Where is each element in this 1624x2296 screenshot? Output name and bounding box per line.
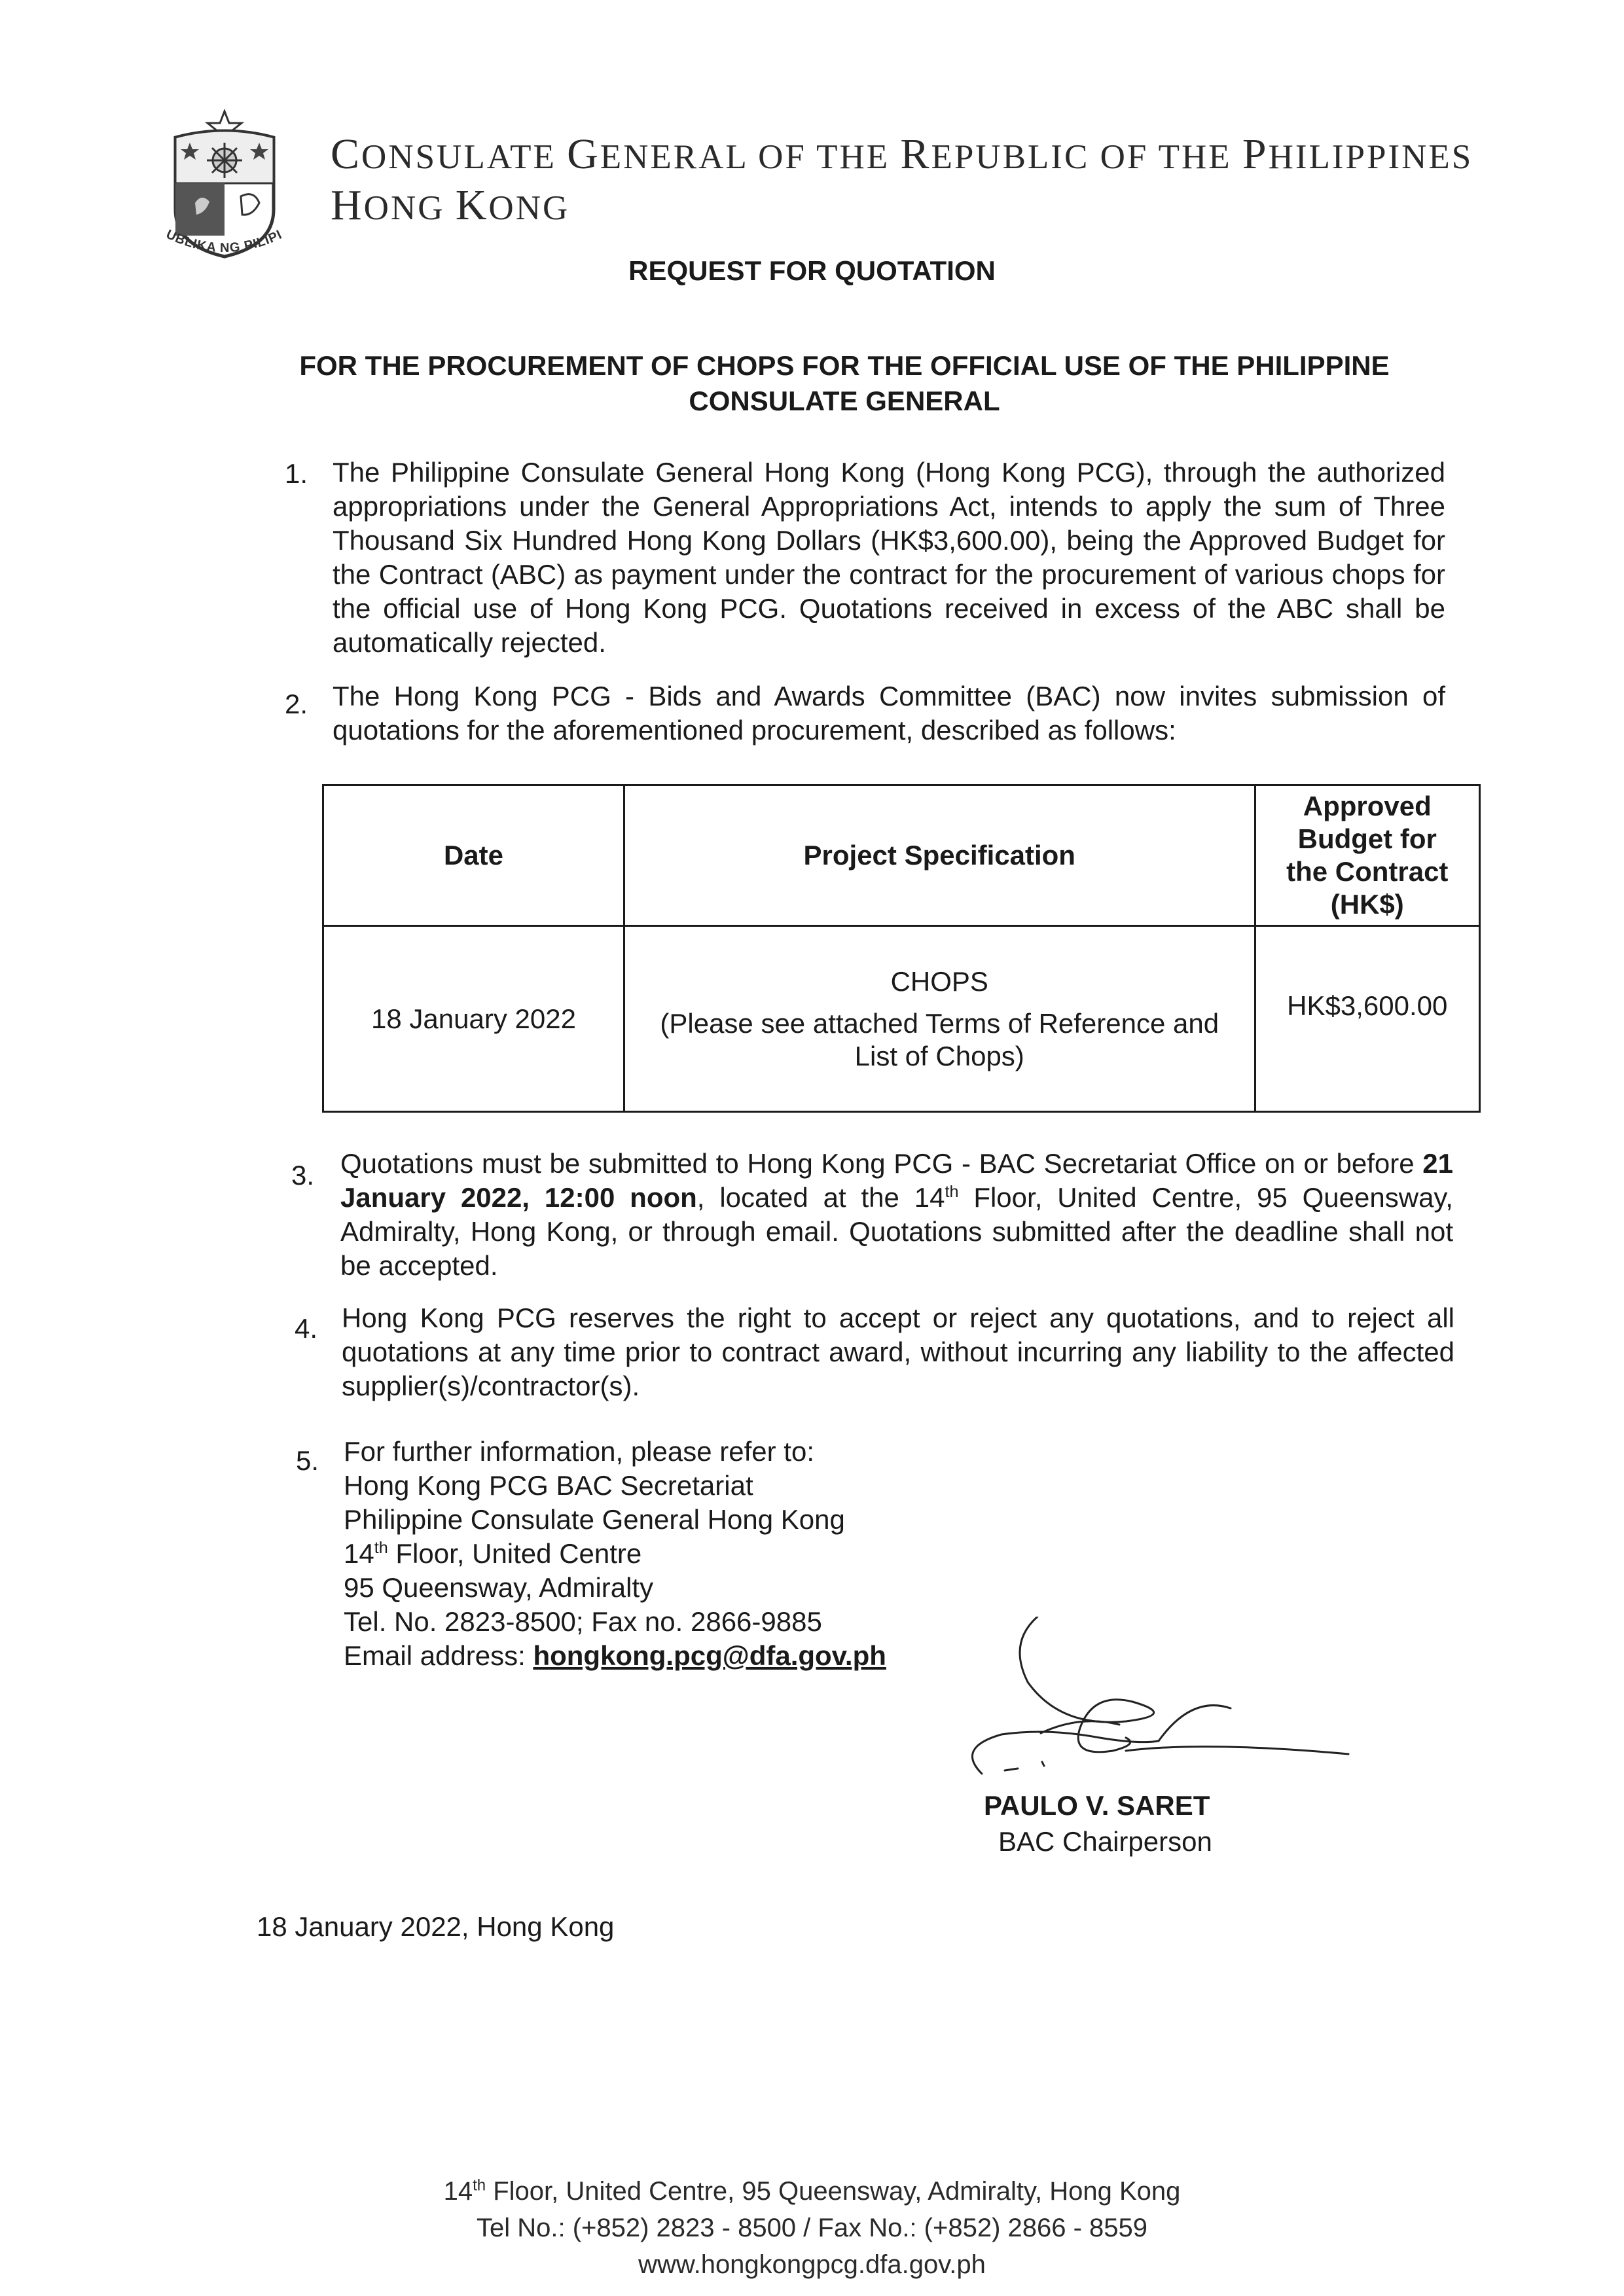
paragraph-number: 1. xyxy=(285,458,308,489)
contact-line: Hong Kong PCG BAC Secretariat xyxy=(344,1470,753,1501)
header-word: GENERAL xyxy=(567,130,748,178)
paragraph-1: The Philippine Consulate General Hong Kong (Hong Kong PCG), through the authorized appropriations under the General Appropriations Act, intends to apply the sum of Three Thousand Six Hundred Hong Kong Dollars (HK$3,600.00), being the Approved Budget for the Contract (ABC) as payment under the contract for the procurement of various chops for the official use of Hong Kong PCG. Quotations received in excess of the ABC shall be automatically rejected. xyxy=(333,457,1445,658)
document-title: REQUEST FOR QUOTATION xyxy=(628,255,996,286)
footer-website[interactable]: www.hongkongpcg.dfa.gov.ph xyxy=(638,2250,986,2279)
header-word: REPUBLIC xyxy=(900,130,1090,178)
header-word: KONG xyxy=(455,181,570,229)
header-consulate-line xyxy=(331,130,1473,179)
table-header-specification: Project Specification xyxy=(624,785,1255,926)
signatory-role: BAC Chairperson xyxy=(998,1826,1212,1857)
paragraph-5: For further information, please refer to: xyxy=(344,1436,814,1467)
header-word: HONG xyxy=(331,181,445,229)
paragraph-number: 2. xyxy=(285,689,308,719)
footer-phone: Tel No.: (+852) 2823 - 8500 / Fax No.: (+852) 2866 - 8559 xyxy=(476,2214,1148,2242)
paragraph-number: 3. xyxy=(291,1160,315,1191)
contact-line: Philippine Consulate General Hong Kong xyxy=(344,1504,845,1535)
footer xyxy=(0,2173,1624,2283)
table-header-budget: Approved Budget for the Contract (HK$) xyxy=(1255,785,1479,926)
footer-address: 14th Floor, United Centre, 95 Queensway, Admiralty, Hong Kong xyxy=(443,2176,1181,2206)
submission-deadline: 21 January 2022, 12:00 noon xyxy=(340,1148,1453,1213)
contact-email-line: Email address: hongkong.pcg@dfa.gov.ph xyxy=(344,1640,886,1671)
header-word: CONSULATE xyxy=(331,130,556,178)
handwritten-signature xyxy=(929,1617,1381,1813)
table-header-date: Date xyxy=(323,785,624,926)
header-city-line xyxy=(331,181,569,230)
document-subject: FOR THE PROCUREMENT OF CHOPS FOR THE OFFICIAL USE OF THE PHILIPPINE CONSULATE GENERAL xyxy=(299,350,1390,416)
contact-block xyxy=(344,1469,886,1673)
header-word: OF THE xyxy=(758,138,890,176)
paragraph-4: Hong Kong PCG reserves the right to accept or reject any quotations, and to reject all quotations at any time prior to contract award, without incurring any liability to the affected supplier(s)/contractor(s). xyxy=(342,1302,1454,1401)
contact-line: 95 Queensway, Admiralty xyxy=(344,1572,654,1603)
paragraph-3: Quotations must be submitted to Hong Kong PCG - BAC Secretariat Office on or before 21 January 2022, 12:00 noon, located at the 14th Floor, United Centre, 95 Queensway, Admiralty, Hong Kong, or through email. Quotations submitted after the deadline shall not be accepted. xyxy=(340,1148,1453,1281)
contact-line: Tel. No. 2823-8500; Fax no. 2866-9885 xyxy=(344,1606,822,1637)
signatory-name: PAULO V. SARET xyxy=(984,1790,1210,1821)
paragraph-number: 4. xyxy=(295,1313,318,1344)
email-link[interactable]: hongkong.pcg@dfa.gov.ph xyxy=(533,1640,886,1671)
header-word: PHILIPPINES xyxy=(1242,130,1473,178)
paragraph-2: The Hong Kong PCG - Bids and Awards Committee (BAC) now invites submission of quotations for the aforementioned procurement, described as follows: xyxy=(333,681,1445,745)
seal-motto: UBLIKA NG PILIPI xyxy=(164,226,285,256)
paragraph-number: 5. xyxy=(296,1445,319,1476)
date-place: 18 January 2022, Hong Kong xyxy=(257,1911,615,1942)
header-word: OF THE xyxy=(1100,138,1232,176)
table-cell-specification: CHOPS (Please see attached Terms of Reference and List of Chops) xyxy=(624,926,1255,1112)
contact-line: 14th Floor, United Centre xyxy=(344,1538,642,1569)
table-cell-budget: HK$3,600.00 xyxy=(1255,926,1479,1112)
table-cell-date: 18 January 2022 xyxy=(323,926,624,1112)
specification-table xyxy=(322,784,1481,1113)
